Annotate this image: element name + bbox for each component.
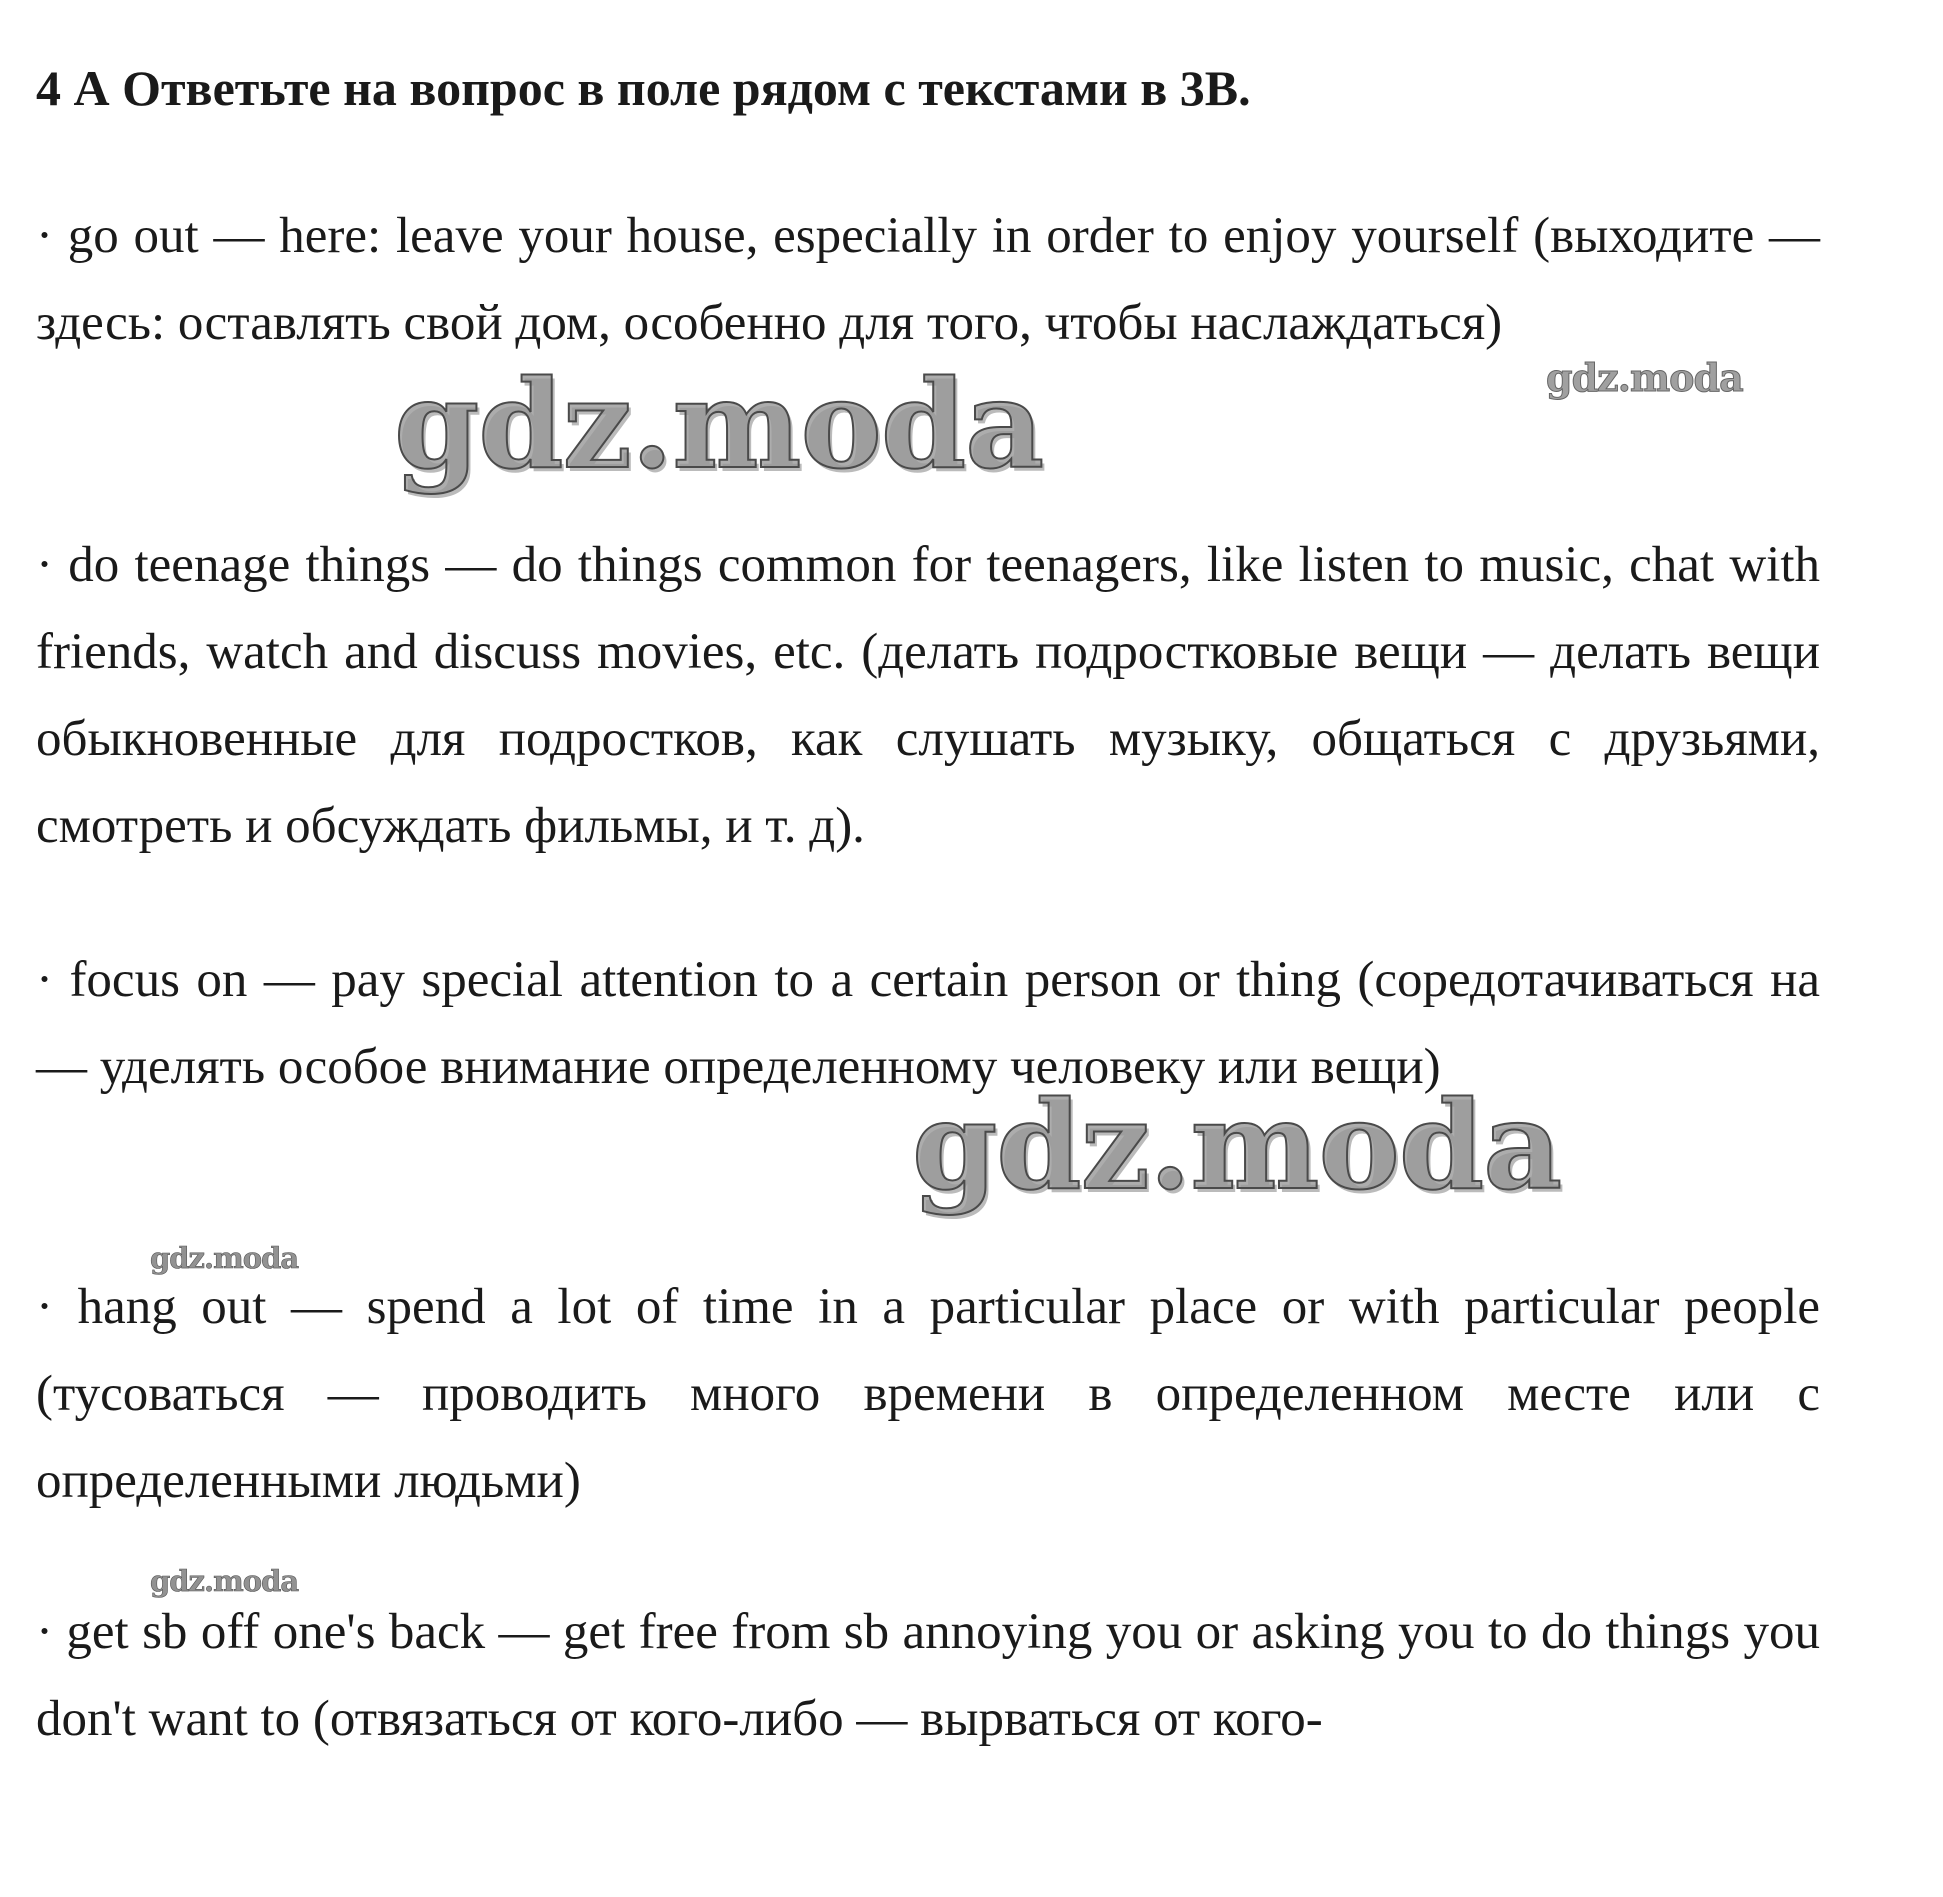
vocabulary-entry-go-out: · go out — here: leave your house, especially in order to enjoy yourself (выходите — здесь: оставлять свой дом, особенно для того, чтобы наслаждаться) — [36, 208, 1820, 351]
vocabulary-entry-focus-on: · focus on — pay special attention to a certain person or thing (соредотачиваться на — уделять особое внимание определенному человеку или вещи) — [36, 952, 1820, 1095]
vocabulary-entry-get-sb-off-ones-back: · get sb off one's back — get free from sb annoying you or asking you to do things you don't want to (отвязаться от кого-либо — вырваться от кого- — [36, 1604, 1820, 1747]
exercise-heading: 4 А Ответьте на вопрос в поле рядом с текстами в 3В. — [36, 60, 1251, 116]
watermark-logo: gdz.moda — [1546, 355, 1743, 400]
vocabulary-entry-hang-out: · hang out — spend a lot of time in a particular place or with particular people (тусоваться — проводить много времени в определенном месте или с определенными людьми) — [36, 1279, 1820, 1509]
watermark-logo: gdz.moda — [394, 352, 1044, 496]
watermark-logo: gdz.moda — [912, 1073, 1562, 1217]
watermark-logo: gdz.moda — [150, 1241, 299, 1275]
vocabulary-entry-do-teenage-things: · do teenage things — do things common for teenagers, like listen to music, chat with friends, watch and discuss movies, etc. (делать подростковые вещи — делать вещи обыкновенные для подростков, как слушать музыку, общаться с друзьями, смотреть и обсуждать фильмы, и т. д). — [36, 537, 1820, 854]
watermark-logo: gdz.moda — [150, 1564, 299, 1598]
